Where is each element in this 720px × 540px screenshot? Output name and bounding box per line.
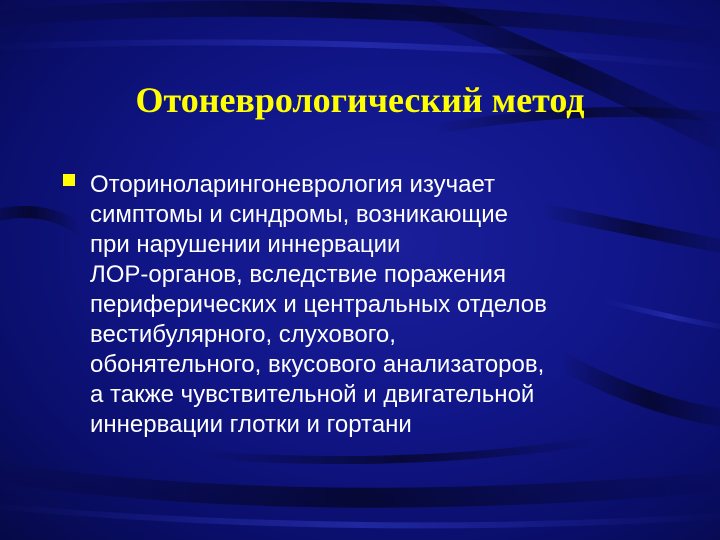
bullet-text-line: обонятельного, вкусового анализаторов, <box>90 351 545 378</box>
bullet-list <box>63 170 663 440</box>
bullet-item <box>63 170 663 440</box>
bullet-text-line: вестибулярного, слухового, <box>90 321 396 348</box>
bullet-text-line: а также чувствительной и двигательной <box>90 381 535 408</box>
bullet-text-line: ЛОР-органов, вследствие поражения <box>90 261 506 288</box>
bullet-text-line: периферических и центральных отделов <box>90 291 547 318</box>
bullet-text-line: Оториноларингоневрология изучает <box>90 171 495 198</box>
bullet-text-line: при нарушении иннервации <box>90 231 401 258</box>
bullet-text-line: иннервации глотки и гортани <box>90 411 412 438</box>
square-bullet-icon <box>63 174 75 186</box>
slide-title: Отоневрологический метод <box>135 80 585 120</box>
bullet-text-line: симптомы и синдромы, возникающие <box>90 201 509 228</box>
